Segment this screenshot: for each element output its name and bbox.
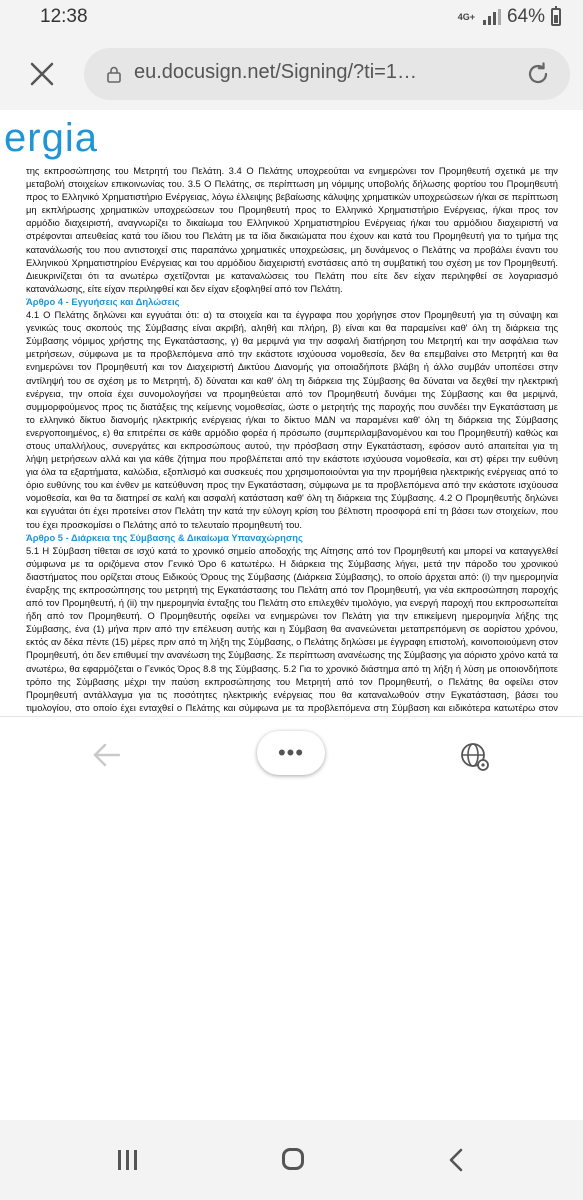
url-text: eu.docusign.net/Signing/?ti=1… bbox=[134, 61, 417, 83]
battery-percent: 64% bbox=[506, 6, 545, 27]
document-body bbox=[26, 164, 558, 716]
status-indicators bbox=[458, 6, 561, 28]
status-bar bbox=[0, 0, 583, 38]
signal-icon bbox=[483, 9, 501, 25]
network-type: 4G+ bbox=[457, 11, 475, 22]
close-tab-button[interactable] bbox=[24, 56, 60, 92]
article-heading: Άρθρο 5 - Διάρκεια της Σύμβασης & Δικαίωμα Υπαναχώρησης bbox=[26, 531, 303, 543]
more-dots-icon: ••• bbox=[277, 740, 305, 765]
system-nav-bar bbox=[0, 1120, 583, 1200]
bottom-toolbar bbox=[0, 716, 583, 793]
brand-logo: ergia bbox=[4, 116, 98, 160]
document-header bbox=[0, 110, 583, 164]
document-paragraph: της εκπροσώπησης του Μετρητή του Πελάτη. 3.4 Ο Πελάτης υποχρεούται να ενημερώνει τον Προμηθευτή σχετικά με την μεταβολή στοιχείων επικοινωνίας του. 3.5 Ο Πελάτης, σε περίπτωση μη νόμιμης υποβολής δήλωσης φορτίου του Προμηθευτή προς το Ελληνικό Χρηματιστήριο Ενέργειας, λόγω έλλειψης βεβαίωσης κάλυψης χρηματικών υποχρεώσεων ή/και σε περίπτωση μη εκπλήρωσης χρηματικών υποχρεώσεων του Προμηθευτή προς το Ελληνικό Χρηματιστήριο Ενέργειας, ή/και προς τον αρμόδιο διαχειριστή, αναγνωρίζει το δικαίωμα του Ελληνικού Χρηματιστηρίου Ενέργειας ή/και του αρμόδιου διαχειριστή να στρέφονται απευθείας κατά του ίδιου του Πελάτη με τα ίδια δικαιώματα που έχουν και κατά του Προμηθευτή για το τμήμα της κατανάλωσής του που αντιστοιχεί στις παραπάνω χρηματικές υποχρεώσεις, μη δυνάμενος ο Πελάτης να προβάλει έναντι του Ελληνικού Χρηματιστηρίου Ενέργειας και του αρμόδιου διαχειριστή ενστάσεις από τη συμβατική του σχέση με τον Προμηθευτή. Διευκρινίζεται ότι τα ανωτέρω σχετίζονται με καταναλώσεις του Πελάτη που είτε δεν είχαν περιληφθεί σε λογαριασμό κατανάλωσης, είτε είχαν περιληφθεί και δεν είχαν εξοφληθεί από τον Πελάτη. bbox=[26, 165, 558, 294]
battery-icon bbox=[551, 8, 561, 26]
address-bar[interactable] bbox=[84, 48, 570, 100]
globe-settings-icon[interactable] bbox=[459, 741, 491, 773]
lock-icon bbox=[106, 65, 122, 83]
close-icon bbox=[24, 56, 60, 92]
reload-icon[interactable] bbox=[524, 60, 552, 88]
back-arrow-icon[interactable] bbox=[92, 742, 122, 768]
recents-button[interactable] bbox=[118, 1150, 137, 1170]
more-menu-button[interactable] bbox=[257, 731, 325, 775]
article-heading: Άρθρο 4 - Εγγυήσεις και Δηλώσεις bbox=[26, 295, 180, 307]
nav-back-icon[interactable] bbox=[448, 1147, 464, 1173]
document-paragraph: 4.1 Ο Πελάτης δηλώνει και εγγυάται ότι: α) τα στοιχεία και τα έγγραφα που χορήγησε στον Προμηθευτή για τη σύναψη και γενικώς τους σκοπούς της Σύμβασης είναι ακριβή, αληθή και πλήρη, β) είναι και θα παραμείνει καθ' όλη τη διάρκεια της Σύμβασης νόμιμος χρήστης της Εγκατάστασης, γ) θα μεριμνά για την ασφαλή διατήρηση του Μετρητή και την ασφάλεια των μετρήσεων, σύμφωνα με τα προβλεπόμενα από την εκάστοτε ισχύουσα νομοθεσία, δεν θα επεμβαίνει στο Μετρητή και θα ενημερώνει τον Προμηθευτή και τον Διαχειριστή Δικτύου Διανομής για οποιαδήποτε βλάβη ή άλλο συμβάν υποπέσει στην αντίληψή του σε σχέση με το Μετρητή, δ) δύναται και καθ' όλη τη διάρκεια της Σύμβασης θα δύναται να δεχθεί την ηλεκτρική ενέργεια, την οποία έχει συνομολογήσει να προμηθεύεται από τον Προμηθευτή δυνάμει της Σύμβασης και θα μεριμνά, συμμορφούμενος προς τις διατάξεις της κείμενης νομοθεσίας, ώστε ο μετρητής της παροχής που συνδέει την Εγκατάσταση με το ελληνικό δίκτυο διανομής ηλεκτρικής ενέργειας ή/και το δίκτυο ΜΔΝ να παραμένει καθ' όλη τη διάρκεια της Σύμβασης ενεργοποιημένος, ε) θα επιτρέπει σε κάθε αρμόδιο φορέα ή πρόσωπο (συμπεριλαμβανομένου και του Προμηθευτή) καθώς και στους υπαλλήλους, συνεργάτες και εκπροσώπους αυτού, την πρόσβαση στην Εγκατάσταση, εφόσον αυτό απαιτείται για τη λήψη μετρήσεων αλλά και για κάθε ζήτημα που προβλέπεται από την εκάστοτε ισχύουσα νομοθεσία, και στ) φέρει την ευθύνη για όλα τα εξαρτήματα, καλώδια, εξοπλισμό και συσκευές που χρησιμοποιούνται για την προμήθεια ηλεκτρικής ενέργειας από το όριο ευθύνης του και ένθεν με κατεύθυνση προς την Εγκατάσταση, σύμφωνα με τα προβλεπόμενα από την εκάστοτε ισχύουσα νομοθεσία, και θα τα διατηρεί σε καλή και ασφαλή κατάσταση καθ' όλη τη διάρκεια της Σύμβασης. 4.2 Ο Προμηθευτής δηλώνει και εγγυάται ότι έχει προτείνει στον Πελάτη την κατά την εύλογη κρίση του βέλτιστη προσφορά επί τη βάσει των στοιχείων, που του έχει προσκομίσει ο Πελάτης από το τελευταίο προμηθευτή του. bbox=[26, 309, 558, 530]
browser-toolbar bbox=[0, 38, 583, 110]
document-paragraph: 5.1 Η Σύμβαση τίθεται σε ισχύ κατά το χρονικό σημείο αποδοχής της Αίτησης από τον Προμηθευτή και μπορεί να καταγγελθεί σύμφωνα με τα οριζόμενα στον Γενικό Όρο 6 κατωτέρω. Η διάρκεια της Σύμβασης λήγει, μετά την πάροδο του χρονικού διαστήματος που ορίζεται στους Ειδικούς Όρους της Σύμβασης (Διάρκεια Σύμβασης), το οποίο άρχεται από: (i) την ημερομηνία έναρξης της εκπροσώπησης του μετρητή της Εγκατάστασης του Πελάτη από τον Προμηθευτή, για νέα εκπροσώπηση παροχής από τον Προμηθευτή, ή (ii) την ημερομηνία ένταξης του Πελάτη στο επιλεχθέν τιμολόγιο, για ενεργή παροχή που εκπροσωπείται ήδη από τον Προμηθευτή. Ο Προμηθευτής οφείλει να ενημερώνει τον Πελάτη για την επικείμενη ημερομηνία λήξης της Σύμβασης, ένα (1) μήνα πριν από την επέλευση αυτής και η Σύμβαση θα ανανεώνεται μεταπρεπόμενη σε αορίστου χρόνου, εκτός αν δέκα πέντε (15) μέρες πριν από τη λήξη της Σύμβασης, ο Πελάτης δηλώσει με έγγραφη επιστολή, κοινοποιούμενη στον Προμηθευτή, ότι δεν επιθυμεί την ανανέωση της Σύμβασης. Σε περίπτωση ανανέωσης της Σύμβασης για αόριστο χρόνο κατά τα ανωτέρω, θα εφαρμόζεται ο Γενικός Όρος 8.8 της Σύμβασης. 5.2 Για το χρονικό διάστημα από τη λήξη ή λύση με οποιονδήποτε τρόπο της Σύμβασης μέχρι την παύση εκπροσώπησης του Μετρητή από τον Προμηθευτή, ο Πελάτης θα οφείλει στον Προμηθευτή αντάλλαγμα για τις ποσότητες ηλεκτρικής ενέργειας που θα καταναλωθούν στην Εγκατάσταση, βάσει του τιμολογίου, στο οποίο έχει ενταχθεί ο Πελάτης και σύμφωνα με τα προβλεπόμενα στη Σύμβαση και ειδικότερα κατωτέρω στον bbox=[26, 544, 558, 713]
status-time: 12:38 bbox=[40, 6, 88, 27]
home-button[interactable] bbox=[282, 1148, 304, 1170]
